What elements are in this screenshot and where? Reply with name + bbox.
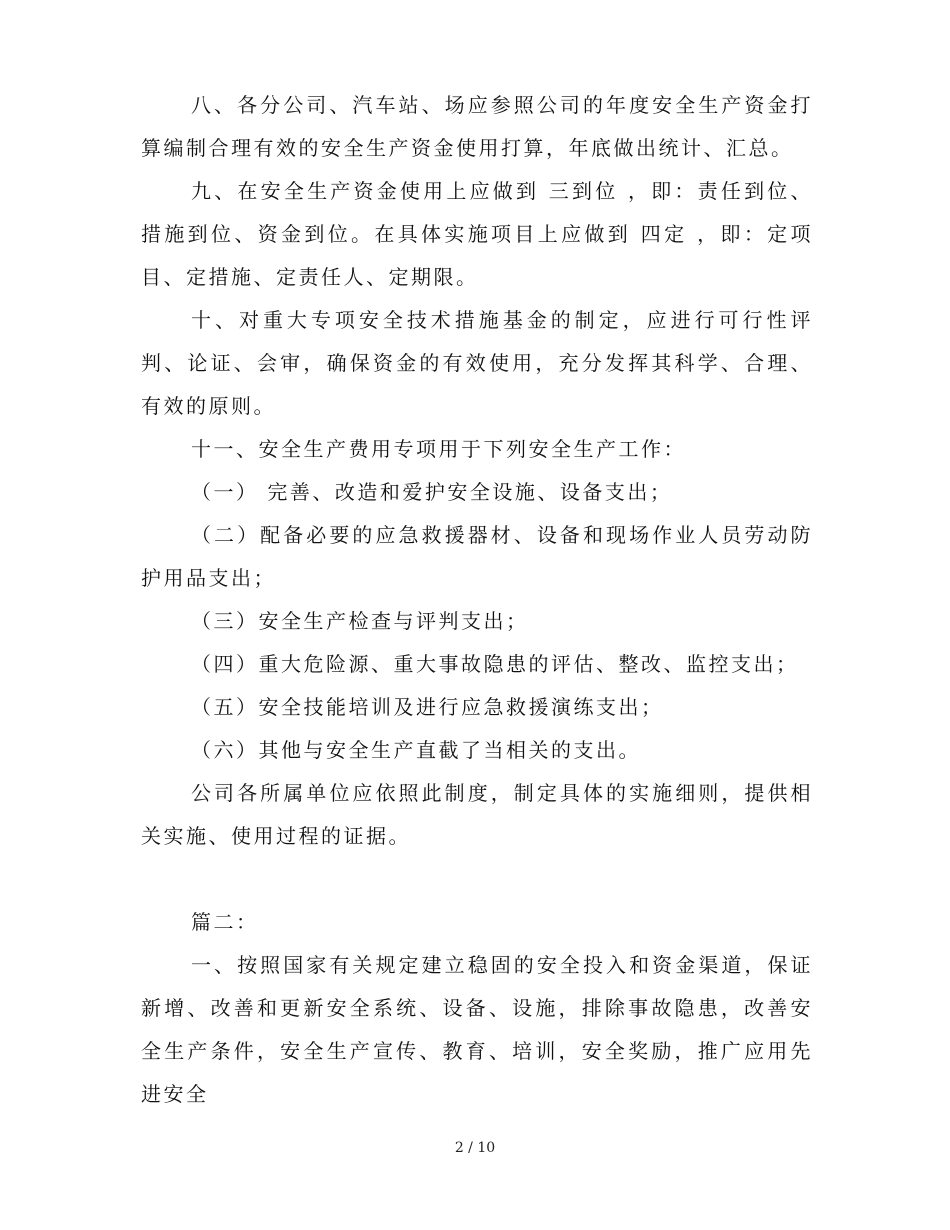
section-title: 篇二： xyxy=(191,910,259,934)
list-item-4: （四）重大危险源、重大事故隐患的评估、整改、监控支出； xyxy=(191,652,799,676)
list-item-5: （五）安全技能培训及进行应急救援演练支出； xyxy=(191,695,664,719)
section-paragraph-1: 一、按照国家有关规定建立稳固的安全投入和资金渠道，保证新增、改善和更新安全系统、设备、设施，排除事故隐患，改善安全生产条件，安全生产宣传、教育、培训，安全奖励，推广应用先进安全 xyxy=(141,953,813,1106)
list-item-1: （一） 完善、改造和爱护安全设施、设备支出； xyxy=(191,480,673,504)
section-gap xyxy=(141,858,813,901)
paragraph-11: 十一、安全生产费用专项用于下列安全生产工作： xyxy=(191,437,686,461)
paragraph-9: 九、在安全生产资金使用上应做到 三到位 ，即：责任到位、措施到位、资金到位。在具体实施项目上应做到 四定 ，即：定项目、定措施、定责任人、定期限。 xyxy=(141,179,813,289)
list-item-3: （三）安全生产检查与评判支出； xyxy=(191,609,529,633)
list-item-6: （六）其他与安全生产直截了当相关的支出。 xyxy=(191,738,641,762)
list-item-2: （二）配备必要的应急救援器材、设备和现场作业人员劳动防护用品支出； xyxy=(141,523,813,590)
paragraph-10: 十、对重大专项安全技术措施基金的制定，应进行可行性评判、论证、会审，确保资金的有效使用，充分发挥其科学、合理、有效的原则。 xyxy=(141,308,813,418)
paragraph-8: 八、各分公司、汽车站、场应参照公司的年度安全生产资金打算编制合理有效的安全生产资金使用打算，年底做出统计、汇总。 xyxy=(141,93,813,160)
document-page xyxy=(141,84,813,1116)
closing-paragraph: 公司各所属单位应依照此制度，制定具体的实施细则，提供相关实施、使用过程的证据。 xyxy=(141,781,813,848)
page-number: 2 / 10 xyxy=(454,1140,496,1156)
